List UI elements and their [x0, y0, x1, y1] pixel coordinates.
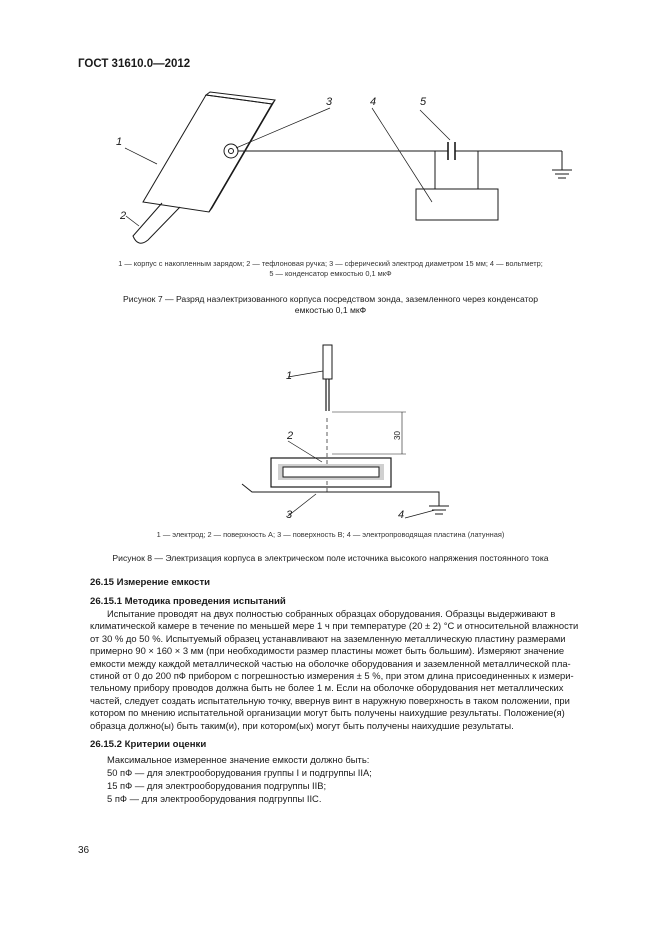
body-line: емкости между каждой металлической частью на оболочке оборудования и заземленной металлической пла-	[90, 657, 571, 669]
figure-7-diagram	[100, 88, 600, 256]
fig8-label-2: 2	[287, 430, 294, 442]
electrode	[323, 345, 332, 379]
body-line: стиной от 0 до 200 пФ прибором с погрешностью измерения ± 5 %, при этом длина присоединенных к измери-	[90, 670, 574, 682]
figure-7-legend-line-1: 1 — корпус с накопленным зарядом; 2 — тефлоновая ручка; 3 — сферический электрод диаметром 15 мм; 4 — вольтметр;	[118, 259, 543, 268]
criteria-intro: Максимальное измеренное значение емкости должно быть:	[107, 754, 370, 765]
body-line: Испытание проводят на двух полностью собранных образцах оборудования. Образцы выдерживают в	[107, 608, 556, 619]
dimension-30: 30	[393, 431, 402, 440]
body-line: тельному прибору проводов должна быть не более 1 м. Если на оболочке оборудования нет металлических	[90, 682, 564, 694]
housing-top-face	[206, 92, 275, 104]
section-26-15-1-body	[90, 608, 602, 732]
body-line: частей, следует создать испытательную точку, ввернув винт в наружную поверхность в таком положении, при	[90, 694, 570, 706]
body-line: образца должно(ы) быть таким(и), при котором(ых) могут быть получены наихудшие результаты.	[90, 719, 514, 731]
fig8-label-4: 4	[398, 509, 405, 521]
section-26-15-2-title: 26.15.2 Критерии оценки	[90, 739, 207, 750]
charged-housing	[143, 95, 272, 212]
figure-8-legend: 1 — электрод; 2 — поверхность А; 3 — поверхность В; 4 — электропроводящая пластина (латунная)	[156, 530, 505, 539]
fig7-label-2: 2	[120, 210, 127, 222]
figure-8-caption: Рисунок 8 — Электризация корпуса в электрическом поле источника высокого напряжения постоянного тока	[112, 553, 549, 563]
body-line: примерно 90 × 160 × 3 мм (при необходимости размер пластины может быть большим). Измеряют значение	[90, 645, 565, 657]
surface-b	[283, 467, 379, 477]
figure-7-caption-line-1: Рисунок 7 — Разряд наэлектризованного корпуса посредством зонда, заземленного через конденсатор	[123, 294, 538, 304]
voltmeter	[416, 189, 498, 220]
criteria-item: 15 пФ — для электрооборудования подгруппы IIB;	[107, 780, 327, 791]
fig7-label-1: 1	[116, 136, 123, 148]
figure-7-legend	[60, 259, 601, 279]
teflon-handle	[133, 203, 180, 243]
figure-7-caption	[60, 294, 601, 316]
body-line: котором по мнению испытательной организации могут быть получены наихудшие результаты. Положение(я)	[90, 707, 565, 719]
figure-7-legend-line-2: 5 — конденсатор емкостью 0,1 мкФ	[269, 269, 392, 278]
fig7-label-3: 3	[326, 96, 333, 108]
fig8-label-3: 3	[286, 509, 293, 521]
criteria-item: 5 пФ — для электрооборудования подгруппы IIC.	[107, 793, 322, 804]
section-26-15-title: 26.15 Измерение емкости	[90, 577, 211, 588]
fig7-label-5: 5	[420, 96, 427, 108]
figure-7-caption-line-2: емкостью 0,1 мкФ	[294, 305, 367, 315]
fig7-label-4: 4	[370, 96, 377, 108]
body-line: климатической камере в течение по меньшей мере 1 ч при температуре (20 ± 2) °С и относительной влажности	[90, 620, 579, 632]
housing-side-face	[209, 100, 275, 212]
body-line: от 30 % до 50 %. Испытуемый образец устанавливают на заземленную металлическую пластину размерами	[90, 632, 566, 644]
document-header: ГОСТ 31610.0—2012	[78, 58, 191, 70]
fig8-label-1: 1	[286, 370, 293, 382]
figure-8-diagram	[230, 338, 450, 526]
section-26-15-1-title: 26.15.1 Методика проведения испытаний	[90, 596, 286, 607]
spherical-electrode	[224, 144, 238, 158]
page-number: 36	[78, 845, 90, 856]
criteria-item: 50 пФ — для электрооборудования группы I и подгруппы IIA;	[107, 767, 372, 778]
